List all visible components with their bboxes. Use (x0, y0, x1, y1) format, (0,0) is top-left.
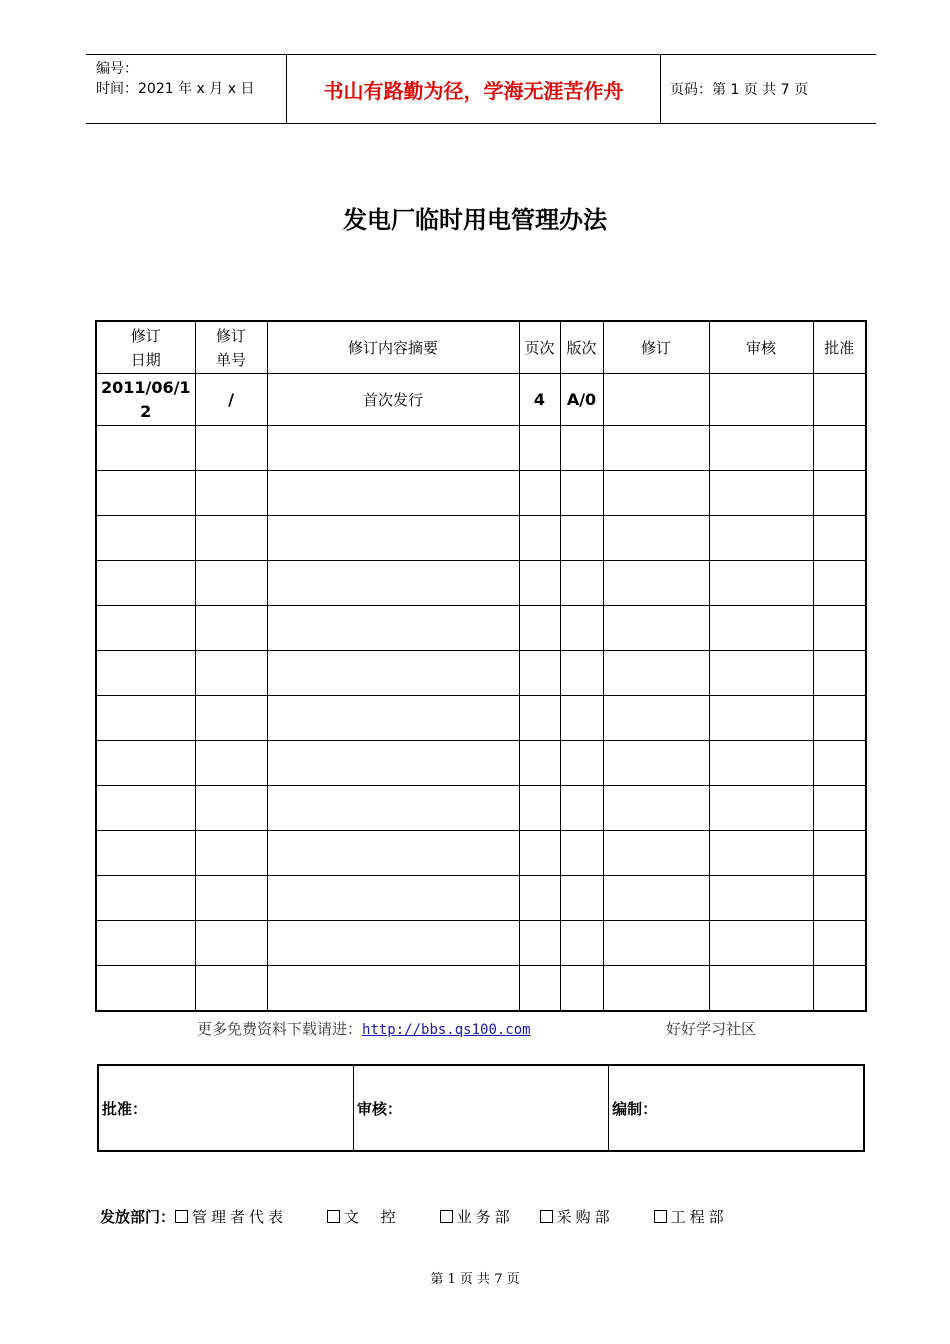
table-cell (96, 966, 195, 1012)
table-cell (603, 741, 709, 786)
table-cell (603, 876, 709, 921)
table-cell (195, 831, 267, 876)
distribution-item-engineering[interactable]: 工程部 (654, 1206, 728, 1227)
table-cell (267, 831, 519, 876)
table-cell (603, 561, 709, 606)
signature-table (97, 1064, 865, 1152)
table-cell (195, 696, 267, 741)
table-cell (560, 696, 603, 741)
cell-pages: 4 (519, 374, 560, 426)
col-header-revised: 修订 (603, 321, 709, 374)
download-link[interactable]: http://bbs.qs100.com (362, 1022, 531, 1038)
header-meta (96, 59, 254, 99)
compile-cell: 编制： (609, 1065, 864, 1151)
table-cell (560, 921, 603, 966)
table-cell (813, 561, 866, 606)
approve-cell: 批准： (98, 1065, 353, 1151)
table-cell (603, 471, 709, 516)
table-cell (709, 426, 813, 471)
table-cell (519, 426, 560, 471)
header-divider (660, 55, 661, 123)
revision-table (95, 320, 867, 1012)
table-row (96, 921, 866, 966)
distribution-item-doc-control[interactable]: 文 控 (327, 1206, 400, 1227)
col-header-order: 修订 单号 (195, 321, 267, 374)
col-header-pages: 页次 (519, 321, 560, 374)
col-header-approved: 批准 (813, 321, 866, 374)
table-cell (709, 966, 813, 1012)
table-cell (267, 606, 519, 651)
document-header (86, 54, 876, 124)
cell-summary: 首次发行 (267, 374, 519, 426)
page-title: 发电厂临时用电管理办法 (343, 205, 607, 234)
table-row (96, 606, 866, 651)
checkbox-icon[interactable] (654, 1210, 667, 1223)
table-cell (813, 741, 866, 786)
table-cell (519, 606, 560, 651)
table-cell (267, 741, 519, 786)
table-cell (813, 696, 866, 741)
table-cell (709, 831, 813, 876)
table-cell (267, 516, 519, 561)
table-cell (709, 876, 813, 921)
table-row (96, 831, 866, 876)
table-cell (709, 696, 813, 741)
table-cell (519, 516, 560, 561)
table-cell (603, 651, 709, 696)
table-row (96, 471, 866, 516)
table-row (96, 374, 866, 426)
community-name: 好好学习社区 (666, 1020, 757, 1038)
table-cell (709, 651, 813, 696)
header-page-label: 页码：第 1 页 共 7 页 (670, 82, 809, 98)
table-cell (603, 786, 709, 831)
more-downloads-text (197, 1018, 531, 1039)
table-cell (560, 561, 603, 606)
table-cell (267, 876, 519, 921)
table-cell (709, 471, 813, 516)
table-cell (195, 966, 267, 1012)
col-header-reviewed: 审核 (709, 321, 813, 374)
table-cell (709, 741, 813, 786)
table-row (96, 426, 866, 471)
table-cell (560, 516, 603, 561)
table-cell (519, 831, 560, 876)
distribution-label: 发放部门： (100, 1208, 176, 1226)
table-cell (709, 516, 813, 561)
table-cell (519, 876, 560, 921)
table-cell (560, 471, 603, 516)
review-cell: 审核： (353, 1065, 608, 1151)
table-cell (195, 561, 267, 606)
table-cell (603, 516, 709, 561)
distribution-list (100, 1206, 728, 1227)
table-cell (603, 966, 709, 1012)
table-cell (195, 471, 267, 516)
time-label: 时间：2021 年 x 月 x 日 (96, 81, 255, 97)
table-cell (813, 516, 866, 561)
table-cell (603, 831, 709, 876)
table-row (96, 876, 866, 921)
table-cell (519, 966, 560, 1012)
col-header-date: 修订 日期 (96, 321, 195, 374)
table-cell (603, 921, 709, 966)
table-cell (560, 606, 603, 651)
distribution-item-business[interactable]: 业务部 (440, 1206, 514, 1227)
table-cell (519, 651, 560, 696)
table-cell (195, 921, 267, 966)
table-cell (195, 786, 267, 831)
distribution-item-purchasing[interactable]: 采购部 (540, 1206, 614, 1227)
table-cell (519, 471, 560, 516)
table-cell (267, 966, 519, 1012)
checkbox-icon[interactable] (175, 1210, 188, 1223)
table-cell (813, 426, 866, 471)
table-row (96, 741, 866, 786)
table-cell (267, 426, 519, 471)
table-cell (96, 561, 195, 606)
table-cell (709, 606, 813, 651)
table-row (96, 561, 866, 606)
checkbox-icon[interactable] (327, 1210, 340, 1223)
table-cell (519, 786, 560, 831)
table-cell (96, 516, 195, 561)
col-header-summary: 修订内容摘要 (267, 321, 519, 374)
table-cell (560, 741, 603, 786)
table-cell (560, 651, 603, 696)
table-cell (603, 696, 709, 741)
table-cell (96, 471, 195, 516)
table-cell (560, 966, 603, 1012)
table-cell (96, 876, 195, 921)
table-cell (813, 831, 866, 876)
number-label: 编号： (96, 61, 138, 77)
table-row (96, 696, 866, 741)
table-cell (560, 831, 603, 876)
table-cell (519, 921, 560, 966)
table-cell (813, 966, 866, 1012)
table-cell (96, 696, 195, 741)
table-cell (560, 786, 603, 831)
table-cell (709, 561, 813, 606)
table-cell (195, 426, 267, 471)
table-cell (96, 606, 195, 651)
table-cell (813, 786, 866, 831)
table-cell (813, 471, 866, 516)
table-cell (560, 426, 603, 471)
page-footer: 第 1 页 共 7 页 (430, 1272, 520, 1287)
table-row (96, 786, 866, 831)
table-cell (96, 741, 195, 786)
header-motto: 书山有路勤为径，学海无涯苦作舟 (323, 78, 624, 103)
checkbox-icon[interactable] (540, 1210, 553, 1223)
table-cell (195, 516, 267, 561)
table-cell (267, 696, 519, 741)
table-cell (709, 786, 813, 831)
table-row (96, 516, 866, 561)
table-cell (267, 561, 519, 606)
cell-reviewed (709, 374, 813, 426)
table-cell (519, 741, 560, 786)
table-row (96, 651, 866, 696)
table-cell (813, 651, 866, 696)
table-cell (267, 786, 519, 831)
table-cell (96, 786, 195, 831)
table-header-row (96, 321, 866, 374)
cell-approved (813, 374, 866, 426)
table-cell (96, 651, 195, 696)
col-header-version: 版次 (560, 321, 603, 374)
table-cell (96, 831, 195, 876)
cell-version: A/0 (560, 374, 603, 426)
table-cell (267, 651, 519, 696)
table-cell (267, 471, 519, 516)
table-cell (195, 741, 267, 786)
table-cell (603, 606, 709, 651)
distribution-item-management-rep[interactable]: 管理者代表 (175, 1206, 287, 1227)
table-cell (709, 921, 813, 966)
cell-date: 2011/06/1 2 (96, 374, 195, 426)
table-cell (267, 921, 519, 966)
table-cell (195, 651, 267, 696)
table-cell (519, 696, 560, 741)
table-cell (813, 876, 866, 921)
cell-revised (603, 374, 709, 426)
cell-order: / (195, 374, 267, 426)
table-cell (603, 426, 709, 471)
table-cell (195, 606, 267, 651)
table-cell (813, 606, 866, 651)
table-row (96, 966, 866, 1012)
table-cell (96, 426, 195, 471)
table-cell (519, 561, 560, 606)
blank-rows (96, 426, 866, 1012)
table-cell (813, 921, 866, 966)
more-downloads-label: 更多免费资料下载请进： (197, 1020, 363, 1038)
table-cell (560, 876, 603, 921)
checkbox-icon[interactable] (440, 1210, 453, 1223)
table-cell (96, 921, 195, 966)
table-cell (195, 876, 267, 921)
